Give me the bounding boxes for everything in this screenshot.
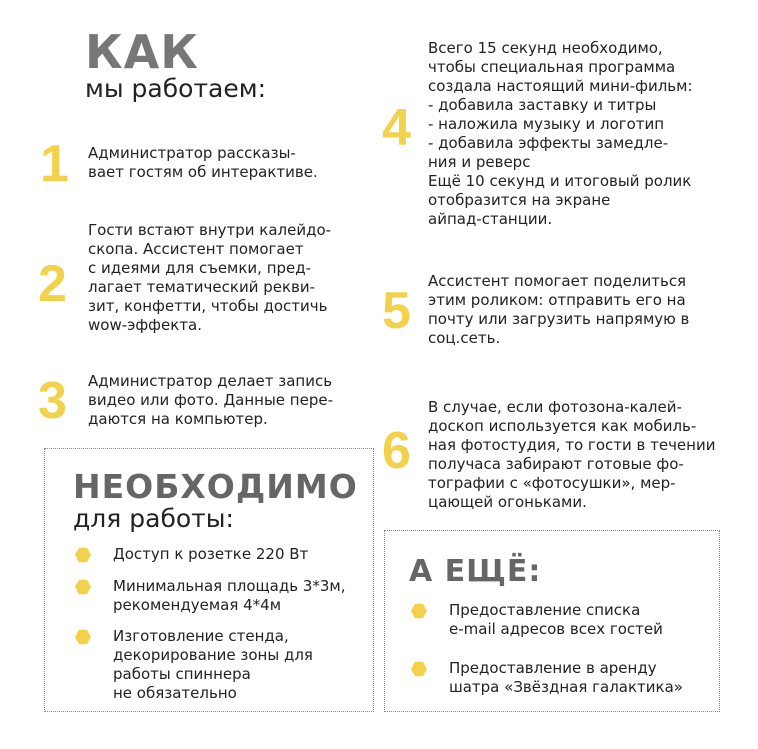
extra-item: Предоставление списка e-mail адресов всех гостей <box>411 601 663 639</box>
hexagon-bullet-icon <box>411 661 427 677</box>
step-text-4: Всего 15 секунд необходимо, чтобы специальная программа создала настоящий мини-фильм: - добавила заставку и титры - наложила музыку и логотип - добавила эффекты замедле- ния и реверс Ещё 10 секунд и итоговый ролик отобразится на экране айпад-станции. <box>428 39 693 228</box>
hexagon-bullet-icon <box>411 603 427 619</box>
step-number-2: 2 <box>38 255 67 313</box>
requirements-box <box>44 448 374 712</box>
requirement-item: Доступ к розетке 220 Вт <box>75 545 308 564</box>
step-number-3: 3 <box>38 372 67 430</box>
extras-box <box>384 530 720 712</box>
hexagon-bullet-icon <box>75 579 91 595</box>
step-text-1: Администратор рассказы- вает гостям об интерактиве. <box>88 144 318 181</box>
page-subtitle: мы работаем: <box>85 74 266 103</box>
hexagon-bullet-icon <box>75 547 91 563</box>
requirement-item: Минимальная площадь 3*3м, рекомендуемая 4*4м <box>75 577 346 615</box>
extra-item: Предоставление в аренду шатра «Звёздная галактика» <box>411 659 683 697</box>
requirements-title: НЕОБХОДИМО <box>73 467 358 506</box>
step-text-3: Администратор делает запись видео или фото. Данные пере- даются на компьютер. <box>88 372 334 428</box>
requirements-subtitle: для работы: <box>73 504 234 533</box>
step-number-1: 1 <box>40 135 69 193</box>
step-number-5: 5 <box>382 282 411 340</box>
page-title: КАК <box>85 25 199 79</box>
requirement-item: Изготовление стенда, декорирование зоны для работы спиннера не обязательно <box>75 627 313 703</box>
step-text-5: Ассистент помогает поделиться этим роликом: отправить его на почту или загрузить напрямую в соц.сеть. <box>428 272 690 347</box>
step-number-4: 4 <box>382 99 411 157</box>
hexagon-bullet-icon <box>75 629 91 645</box>
extras-title: А ЕЩЁ: <box>409 554 542 589</box>
step-number-6: 6 <box>382 422 411 480</box>
step-text-6: В случае, если фотозона-калей- доскоп используется как мобиль- ная фотостудия, то гости в течении получаса забирают готовые фо- тографии с «фотосушки», мер- цающей огоньками. <box>428 398 716 511</box>
step-text-2: Гости встают внутри калейдо- скопа. Ассистент помогает с идеями для съемки, пред- лагает тематический рекви- зит, конфетти, чтобы достичь wow-эффекта. <box>88 221 332 334</box>
